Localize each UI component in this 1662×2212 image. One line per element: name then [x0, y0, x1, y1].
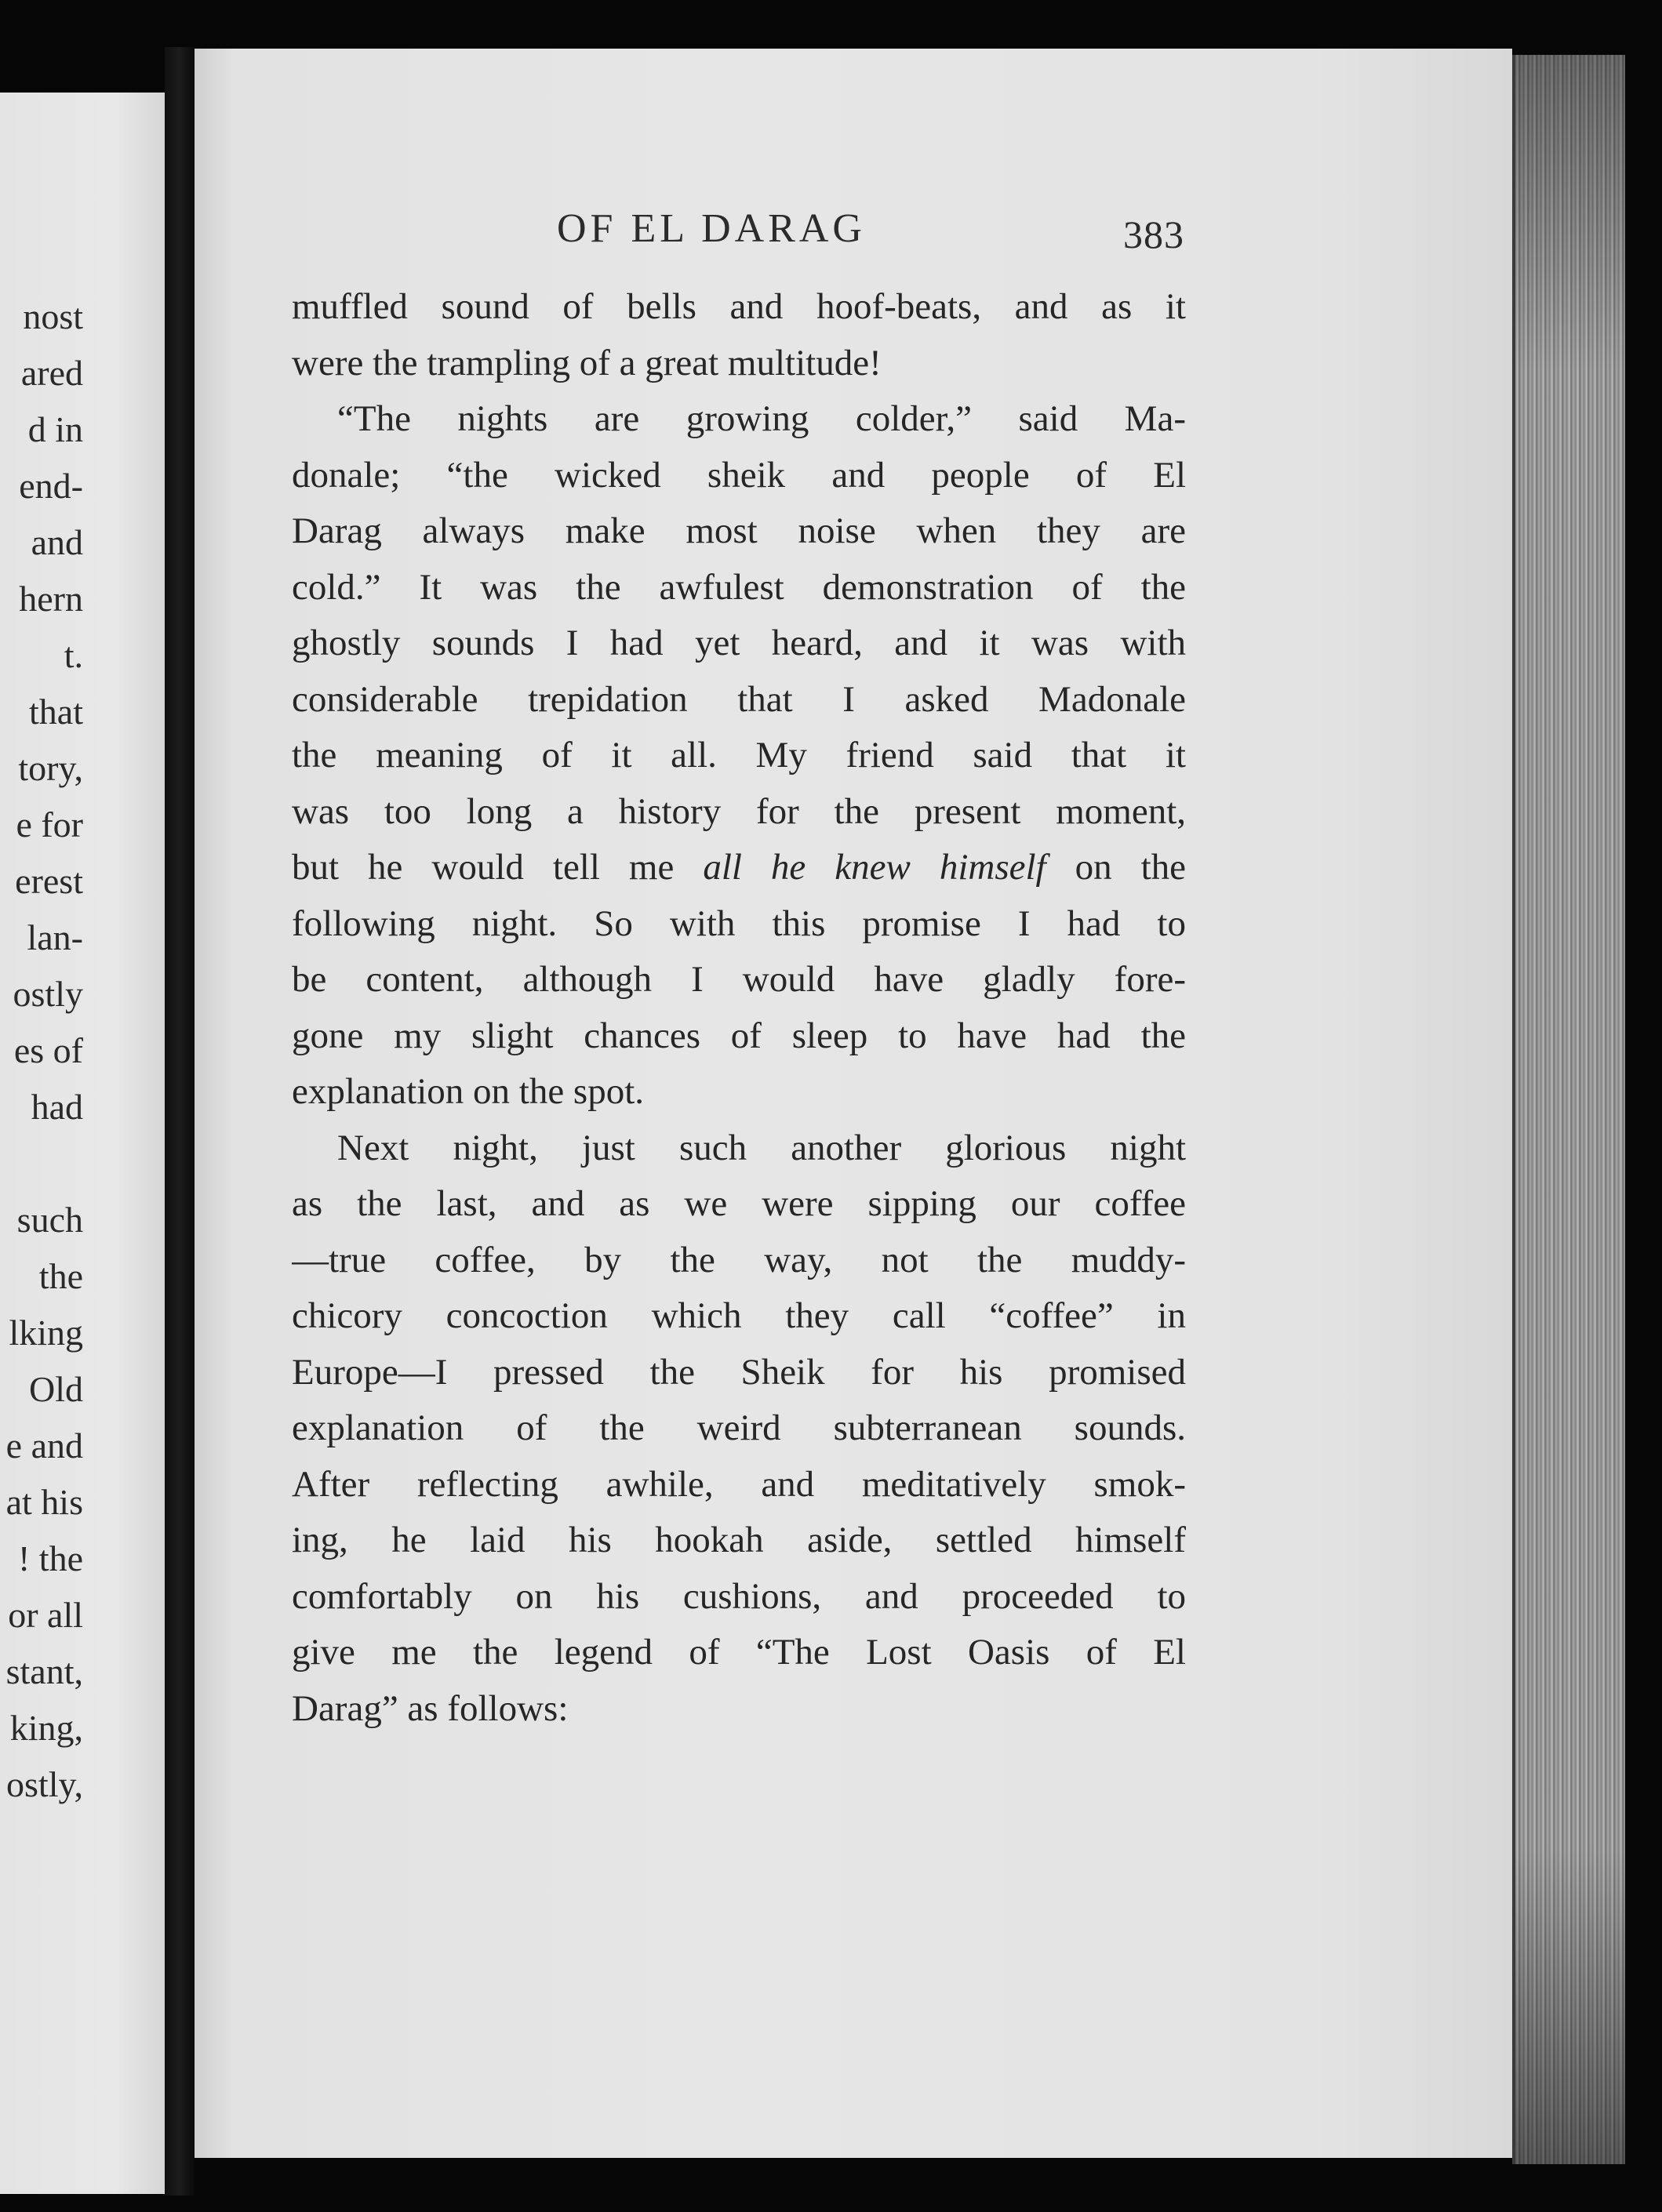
text-line: Darag” as follows:	[292, 1687, 569, 1729]
previous-page-line: tory,	[18, 748, 83, 788]
text-line: considerable trepidation that I asked Madonale	[292, 678, 1186, 720]
previous-page-line: erest	[15, 861, 83, 901]
previous-page-line: e and	[5, 1426, 83, 1466]
italic-phrase: all he knew himself	[703, 847, 1046, 888]
previous-page-line: d in	[27, 409, 83, 449]
text-line: explanation of the weird subterranean sounds.	[292, 1407, 1186, 1448]
previous-page-line: stant,	[5, 1651, 83, 1691]
text-run: but he would tell me	[292, 847, 704, 888]
previous-page-line: t.	[64, 635, 83, 675]
text-line: were the trampling of a great multitude!	[292, 342, 882, 383]
previous-page-line: ! the	[17, 1538, 83, 1578]
previous-page-line: ared	[20, 353, 83, 393]
text-line: as the last, and as we were sipping our coffee	[292, 1183, 1186, 1224]
previous-page-text	[0, 289, 165, 1813]
previous-page-line: ostly,	[6, 1764, 83, 1804]
text-line: —true coffee, by the way, not the muddy-	[292, 1239, 1186, 1280]
text-line: comfortably on his cushions, and proceeded to	[292, 1575, 1186, 1617]
text-line: cold.” It was the awfulest demonstration of the	[292, 566, 1186, 608]
previous-page-line: the	[38, 1256, 83, 1296]
previous-page-line: ostly	[13, 974, 83, 1014]
previous-page-line: e for	[16, 805, 83, 844]
running-head: OF EL DARAG	[557, 206, 866, 251]
page-number: 383	[1123, 212, 1184, 256]
text-line: gone my slight chances of sleep to have had the	[292, 1015, 1186, 1056]
text-line	[292, 840, 1186, 896]
previous-page-line: lan-	[27, 917, 83, 957]
previous-page-line: such	[16, 1200, 83, 1240]
text-line: give me the legend of “The Lost Oasis of El	[292, 1632, 1186, 1673]
text-line: chicory concoction which they call “coffee” in	[292, 1295, 1186, 1336]
text-line: ghostly sounds I had yet heard, and it was with	[292, 623, 1186, 663]
previous-page-line: nost	[23, 296, 83, 336]
previous-page-line: end-	[19, 466, 83, 506]
text-line: be content, although I would have gladly fore-	[292, 959, 1186, 1000]
previous-page-line: hern	[19, 579, 83, 619]
text-line: ing, he laid his hookah aside, settled himself	[292, 1520, 1186, 1560]
previous-page-line	[0, 1135, 165, 1192]
previous-page-line: had	[31, 1087, 83, 1127]
previous-page-line: es of	[13, 1030, 83, 1070]
previous-page-line: lking	[9, 1313, 83, 1353]
text-line: donale; “the wicked sheik and people of El	[292, 454, 1186, 496]
page-edges	[1512, 55, 1625, 2164]
text-line: the meaning of it all. My friend said that it	[292, 735, 1186, 775]
text-line: following night. So with this promise I had to	[292, 903, 1186, 944]
text-line: Next night, just such another glorious night	[337, 1127, 1186, 1168]
body-text	[292, 279, 1186, 1737]
previous-page-line: at his	[5, 1482, 83, 1522]
book-gutter	[165, 47, 195, 2196]
text-line: Europe—I pressed the Sheik for his promised	[292, 1351, 1186, 1393]
previous-page-line: king,	[9, 1708, 83, 1748]
text-line: “The nights are growing colder,” said Ma-	[337, 398, 1186, 439]
text-run: on the	[1046, 847, 1186, 888]
text-line: was too long a history for the present moment,	[292, 790, 1186, 832]
previous-page-line: or all	[8, 1595, 83, 1635]
text-line: explanation on the spot.	[292, 1071, 645, 1112]
text-line: muffled sound of bells and hoof-beats, and as it	[292, 286, 1186, 327]
previous-page	[0, 93, 165, 2194]
previous-page-line: and	[31, 522, 83, 562]
text-line: Darag always make most noise when they are	[292, 510, 1186, 551]
text-line: After reflecting awhile, and meditatively smok-	[292, 1463, 1186, 1505]
previous-page-line: that	[29, 692, 83, 732]
previous-page-line: Old	[29, 1369, 83, 1409]
